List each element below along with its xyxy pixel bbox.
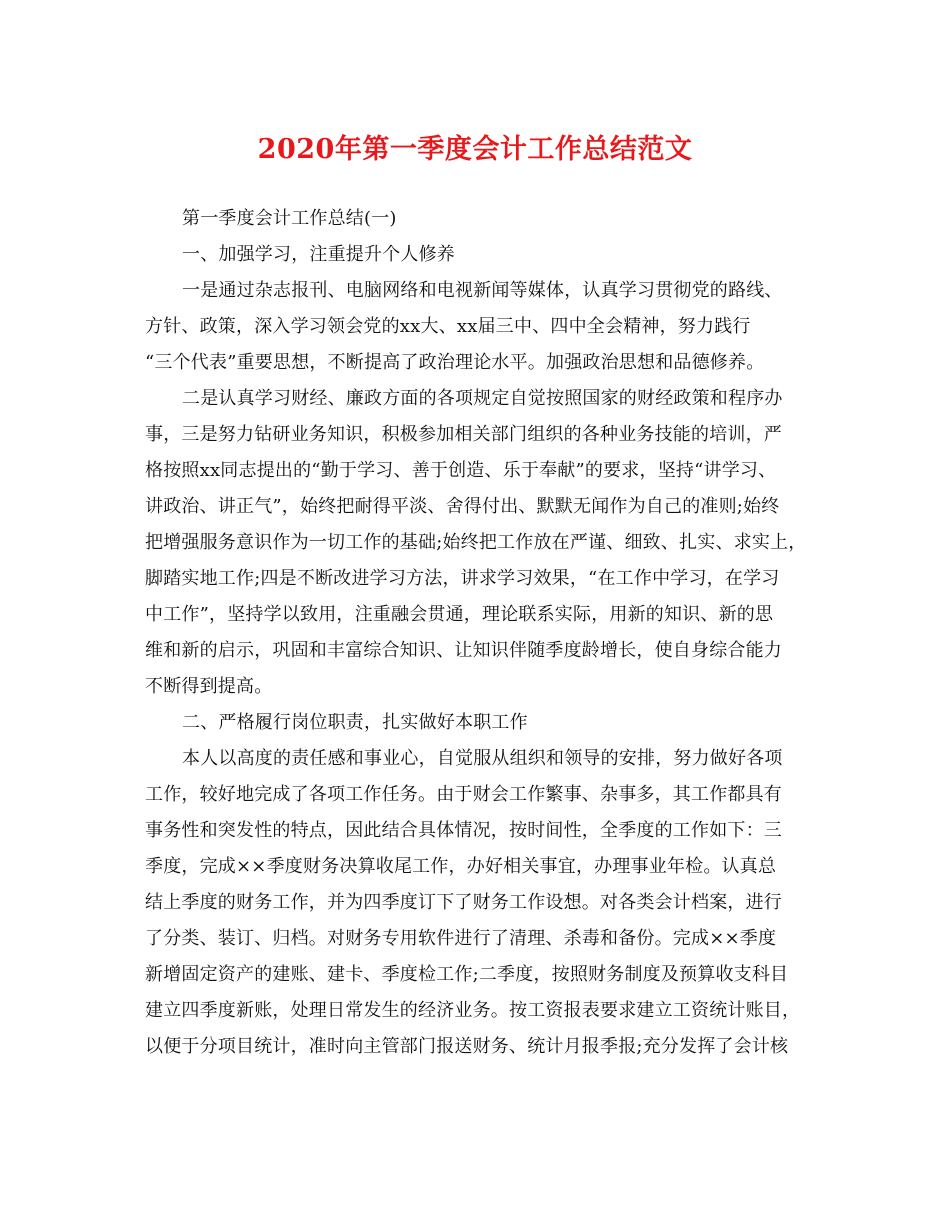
- paragraph-line: 不断得到提高。: [145, 676, 273, 697]
- paragraph-line: 脚踏实地工作;四是不断改进学习方法，讲求学习效果，“在工作中学习，在学习: [145, 568, 780, 589]
- document-title: 2020年第一季度会计工作总结范文: [257, 134, 693, 165]
- paragraph-line: 维和新的启示，巩固和丰富综合知识、让知识伴随季度龄增长，使自身综合能力: [145, 640, 782, 661]
- paragraph-line: 把增强服务意识作为一切工作的基础;始终把工作放在严谨、细致、扎实、求实上，: [145, 532, 807, 553]
- paragraph-line: 本人以高度的责任感和事业心，自觉服从组织和领导的安排，努力做好各项: [182, 748, 783, 769]
- paragraph-line: 讲政治、讲正气”，始终把耐得平淡、舍得付出、默默无闻作为自己的准则;始终: [145, 496, 780, 517]
- paragraph-line: 工作，较好地完成了各项工作任务。由于财会工作繁事、杂事多，其工作都具有: [145, 784, 782, 805]
- paragraph-line: “三个代表”重要思想，不断提高了政治理论水平。加强政治思想和品德修养。: [145, 352, 765, 373]
- section-heading: 一、加强学习，注重提升个人修养: [182, 244, 455, 265]
- paragraph-line: 事务性和突发性的特点，因此结合具体情况，按时间性，全季度的工作如下：三: [145, 820, 782, 841]
- paragraph-line: 以便于分项目统计，准时向主管部门报送财务、统计月报季报;充分发挥了会计核: [145, 1036, 789, 1057]
- paragraph-line: 季度，完成××季度财务决算收尾工作，办好相关事宜，办理事业年检。认真总: [145, 856, 777, 877]
- section-heading: 第一季度会计工作总结(一): [182, 208, 397, 229]
- paragraph-line: 方针、政策，深入学习领会党的xx大、xx届三中、四中全会精神，努力践行: [145, 316, 751, 337]
- paragraph-line: 新增固定资产的建账、建卡、季度检工作;二季度，按照财务制度及预算收支科目: [145, 964, 789, 985]
- paragraph-line: 一是通过杂志报刊、电脑网络和电视新闻等媒体，认真学习贯彻党的路线、: [182, 280, 783, 301]
- paragraph-line: 建立四季度新账，处理日常发生的经济业务。按工资报表要求建立工资统计账目，: [145, 1000, 801, 1021]
- paragraph-line: 事，三是努力钻研业务知识，积极参加相关部门组织的各种业务技能的培训，严: [145, 424, 782, 445]
- paragraph-line: 结上季度的财务工作，并为四季度订下了财务工作设想。对各类会计档案，进行: [145, 892, 782, 913]
- paragraph-line: 格按照xx同志提出的“勤于学习、善于创造、乐于奉献”的要求，坚持“讲学习、: [145, 460, 777, 481]
- section-heading: 二、严格履行岗位职责，扎实做好本职工作: [182, 712, 528, 733]
- paragraph-line: 中工作”，坚持学以致用，注重融会贯通，理论联系实际，用新的知识、新的思: [145, 604, 774, 625]
- paragraph-line: 二是认真学习财经、廉政方面的各项规定自觉按照国家的财经政策和程序办: [182, 388, 783, 409]
- paragraph-line: 了分类、装订、归档。对财务专用软件进行了清理、杀毒和备份。完成××季度: [145, 928, 777, 949]
